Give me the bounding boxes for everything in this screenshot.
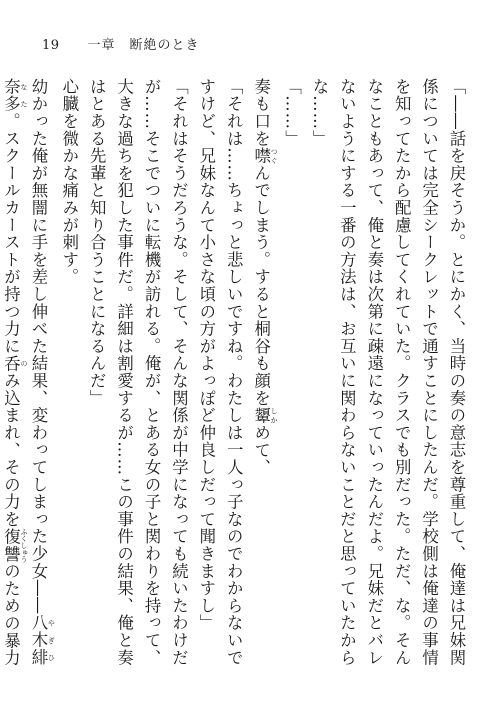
running-header: [42, 34, 458, 53]
furigana: 顰 しか: [251, 406, 279, 425]
paragraph: 心臓を微かな痛みが刺す。: [59, 78, 79, 286]
chapter-title: 一章 断絶のとき: [87, 38, 200, 53]
paragraph: 「それはそうだろうな。そして、そんな関係が中学になっても続いたわけだが……そこでついに転機が訪れる。俺が、とある女の子と関わりを持って、大きな過ちを犯した事件だ。詳細は割愛するが……この事件の結果、俺と奏はとある先輩と知り合うことになるんだ」: [87, 78, 189, 667]
furigana: 呑 の: [1, 354, 28, 373]
paragraph: 「――話を戻そうか。とにかく、当時の奏の意志を尊重して、俺達は兄妹関係については完全シークレットで通すことにしたんだ。学校側は俺達の事情を知ってたから配慮してくれていた。クラスでも別だった。ただ、な。そんなこともあって、俺と奏は次第に疎遠になっていったんだよ。兄妹だとバレないようにする一番の方法は、お互いに関わらないことだと思っていたからな……」: [309, 78, 466, 667]
novel-body-text: [1, 78, 470, 678]
paragraph: 幼かった俺が無闇に手を差し伸べた結果、変わってしまった少女――八木緋奈多やぎひなた。スクールカーストが持つ力に呑 のみ込まれ、その力を復讐 ふくしゅうのための暴力: [1, 78, 56, 667]
furigana: 八木緋奈多やぎひなた: [1, 78, 56, 667]
furigana: 噤 つぐ: [251, 147, 279, 165]
paragraph: 「それは……ちょっと悲しいですね。わたしは一人っ子なのでわからないですけど、兄妹なんて小さな頃の方がよっぽど仲良しだって聞きますし」: [196, 78, 244, 667]
furigana: 復讐 ふくしゅう: [1, 527, 28, 563]
paragraph: 奏も口を噤 つぐんでしまう。すると桐谷も顔を顰 しかめて、: [251, 78, 279, 476]
paragraph: 「……」: [282, 78, 302, 148]
page-number: 19: [42, 38, 60, 53]
